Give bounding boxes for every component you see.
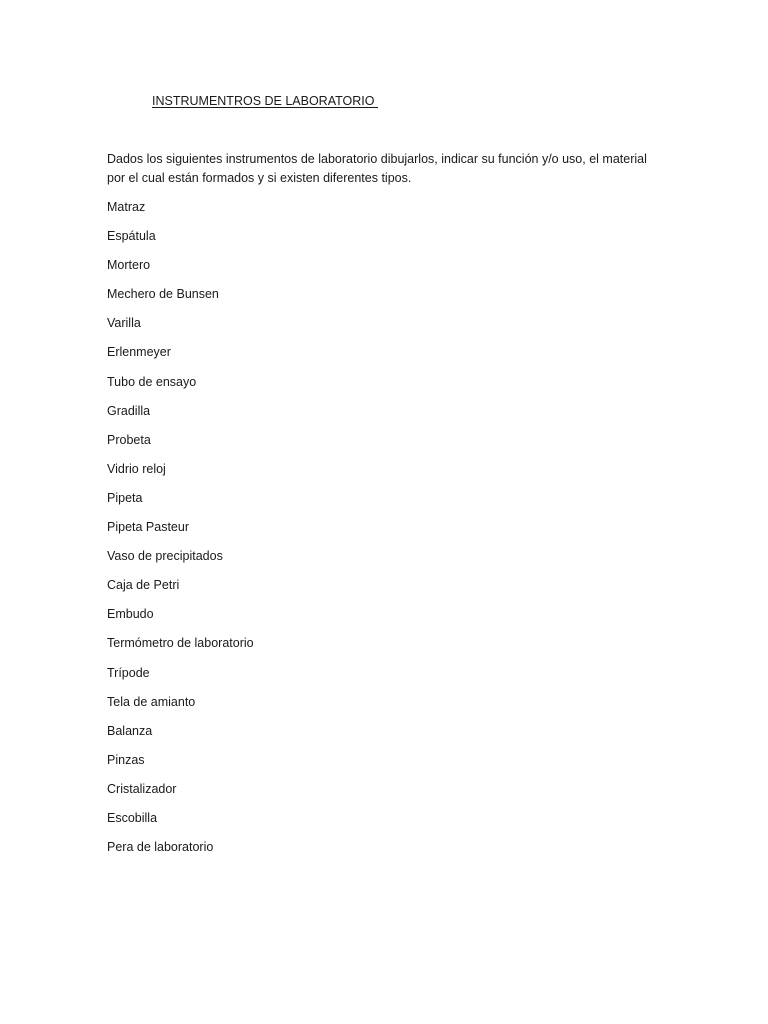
list-item: Gradilla bbox=[107, 403, 151, 418]
list-item: Varilla bbox=[107, 316, 141, 331]
list-item: Escobilla bbox=[107, 810, 158, 825]
list-item: Vidrio reloj bbox=[107, 461, 166, 476]
list-item: Probeta bbox=[107, 432, 151, 447]
list-item: Mechero de Bunsen bbox=[107, 287, 219, 302]
list-item: Espátula bbox=[107, 229, 156, 244]
list-item: Termómetro de laboratorio bbox=[107, 636, 254, 651]
list-item: Embudo bbox=[107, 607, 154, 622]
list-item: Pipeta bbox=[107, 490, 143, 505]
list-item: Tubo de ensayo bbox=[107, 374, 197, 389]
list-item: Mortero bbox=[107, 258, 151, 273]
document-title: INSTRUMENTROS DE LABORATORIO bbox=[152, 94, 378, 108]
list-item: Pera de laboratorio bbox=[107, 840, 214, 855]
list-item: Tela de amianto bbox=[107, 694, 196, 709]
intro-paragraph: Dados los siguientes instrumentos de laboratorio dibujarlos, indicar su función y/o uso, el material por el cual están formados y si existen diferentes tipos. bbox=[107, 152, 647, 185]
list-item: Erlenmeyer bbox=[107, 345, 171, 360]
list-item: Cristalizador bbox=[107, 781, 177, 796]
list-item: Balanza bbox=[107, 723, 153, 738]
list-item: Pipeta Pasteur bbox=[107, 520, 189, 535]
list-item: Pinzas bbox=[107, 752, 145, 767]
list-item: Caja de Petri bbox=[107, 578, 180, 593]
list-item: Trípode bbox=[107, 665, 150, 680]
list-item: Matraz bbox=[107, 200, 146, 214]
instrument-list bbox=[107, 198, 254, 867]
list-item: Vaso de precipitados bbox=[107, 549, 223, 564]
